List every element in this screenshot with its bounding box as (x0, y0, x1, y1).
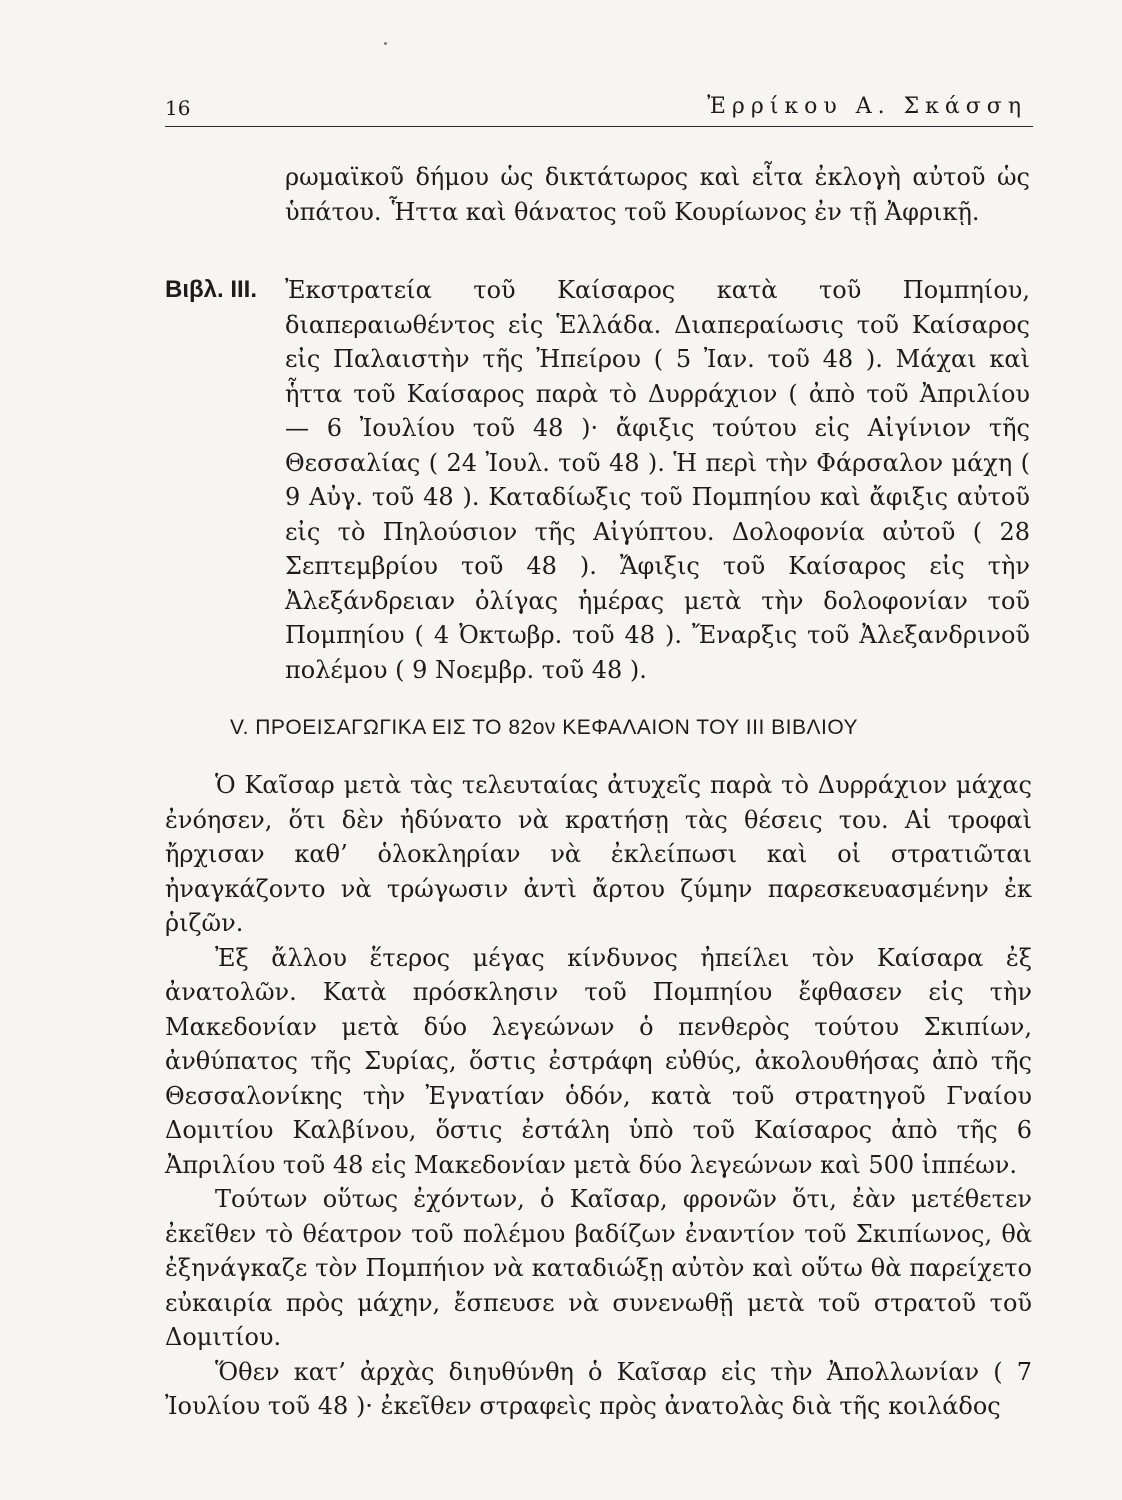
book-three-label: Βιβλ. ΙΙΙ. (165, 276, 258, 303)
page-number: 16 (165, 96, 191, 120)
book-three-summary: Ἐκστρατεία τοῦ Καίσαρος κατὰ τοῦ Πομπηίου, διαπεραιωθέντος εἰς Ἑλλάδα. Διαπεραίωσις τοῦ Καίσαρος εἰς Παλαιστὴν τῆς Ἠπείρου ( 5 Ἰαν. τοῦ 48 ). Μάχαι καὶ ἧττα τοῦ Καίσαρος παρὰ τὸ Δυρράχιον ( ἀπὸ τοῦ Ἀπριλίου — 6 Ἰουλίου τοῦ 48 )· ἄφιξις τούτου εἰς Αἰγίνιον τῆς Θεσσαλίας ( 24 Ἰουλ. τοῦ 48 ). Ἡ περὶ τὴν Φάρσαλον μάχη ( 9 Αὐγ. τοῦ 48 ). Καταδίωξις τοῦ Πομπηίου καὶ ἄφιξις αὐτοῦ εἰς τὸ Πηλούσιον τῆς Αἰγύπτου. Δολοφονία αὐτοῦ ( 28 Σεπτεμβρίου τοῦ 48 ). Ἄφιξις τοῦ Καίσαρος εἰς τὴν Ἀλεξάνδρειαν ὀλίγας ἡμέρας μετὰ τὴν δολοφονίαν τοῦ Πομπηίου ( 4 Ὀκτωβρ. τοῦ 48 ). Ἔναρξις τοῦ Ἀλεξανδρινοῦ πολέμου ( 9 Νοεμβρ. τοῦ 48 ). (285, 276, 1030, 684)
section-title: V. ΠΡΟΕΙΣΑΓΩΓΙΚΑ ΕΙΣ ΤΟ 82ον ΚΕΦΑΛΑΙΟΝ ΤΟΥ ΙΙΙ ΒΙΒΛΙΟΥ (230, 716, 858, 739)
paragraph: Τούτων οὕτως ἐχόντων, ὁ Καῖσαρ, φρονῶν ὅτι, ἐὰν μετέθετεν ἐκεῖθεν τὸ θέατρον τοῦ πολέμου βαδίζων ἐναντίον τοῦ Σκιπίωνος, θὰ ἐξηνάγκαζε τὸν Πομπήιον νὰ καταδιώξῃ αὐτὸν καὶ οὕτω θὰ παρείχετο εὐκαιρία πρὸς μάχην, ἔσπευσε νὰ συνενωθῇ μετὰ τοῦ στρατοῦ τοῦ Δομιτίου. (165, 1185, 1032, 1351)
paragraph: Ἐξ ἄλλου ἕτερος μέγας κίνδυνος ἠπείλει τὸν Καίσαρα ἐξ ἀνατολῶν. Κατὰ πρόσκλησιν τοῦ Πομπηίου ἔφθασεν εἰς τὴν Μακεδονίαν μετὰ δύο λεγεώνων ὁ πενθερὸς τούτου Σκιπίων, ἀνθύπατος τῆς Συρίας, ὅστις ἐστράφη εὐθύς, ἀκολουθήσας ἀπὸ τῆς Θεσσαλονίκης τὴν Ἐγνατίαν ὁδόν, κατὰ τοῦ στρατηγοῦ Γναίου Δομιτίου Καλβίνου, ὅστις ἐστάλη ὑπὸ τοῦ Καίσαρος ἀπὸ τῆς 6 Ἀπριλίου τοῦ 48 εἰς Μακεδονίαν μετὰ δύο λεγεώνων καὶ 500 ἱππέων. (165, 943, 1032, 1179)
running-head: Ἐρρίκου Α. Σκάσση (707, 94, 1027, 119)
body-text (165, 768, 1032, 1424)
paragraph: Ὁ Καῖσαρ μετὰ τὰς τελευταίας ἀτυχεῖς παρὰ τὸ Δυρράχιον μάχας ἐνόησεν, ὅτι δὲν ἠδύνατο νὰ κρατήσῃ τὰς θέσεις του. Αἱ τροφαὶ ἤρχισαν καθ’ ὁλοκληρίαν νὰ ἐκλείπωσι καὶ οἱ στρατιῶται ἠναγκάζοντο νὰ τρώγωσιν ἀντὶ ἄρτου ζύμην παρεσκευασμένην ἐκ ῥιζῶν. (165, 771, 1032, 937)
paper-speck (384, 42, 387, 45)
page-header (165, 92, 1033, 127)
continuation-text: ρωμαϊκοῦ δήμου ὡς δικτάτωρος καὶ εἶτα ἐκλογὴ αὐτοῦ ὡς ὑπάτου. Ἧττα καὶ θάνατος τοῦ Κουρίωνος ἐν τῇ Ἀφρικῇ. (285, 163, 1030, 226)
paragraph: Ὅθεν κατ’ ἀρχὰς διηυθύνθη ὁ Καῖσαρ εἰς τὴν Ἀπολλωνίαν ( 7 Ἰουλίου τοῦ 48 )· ἐκεῖθεν στραφεὶς πρὸς ἀνατολὰς διὰ τῆς κοιλάδος (165, 1357, 1032, 1420)
